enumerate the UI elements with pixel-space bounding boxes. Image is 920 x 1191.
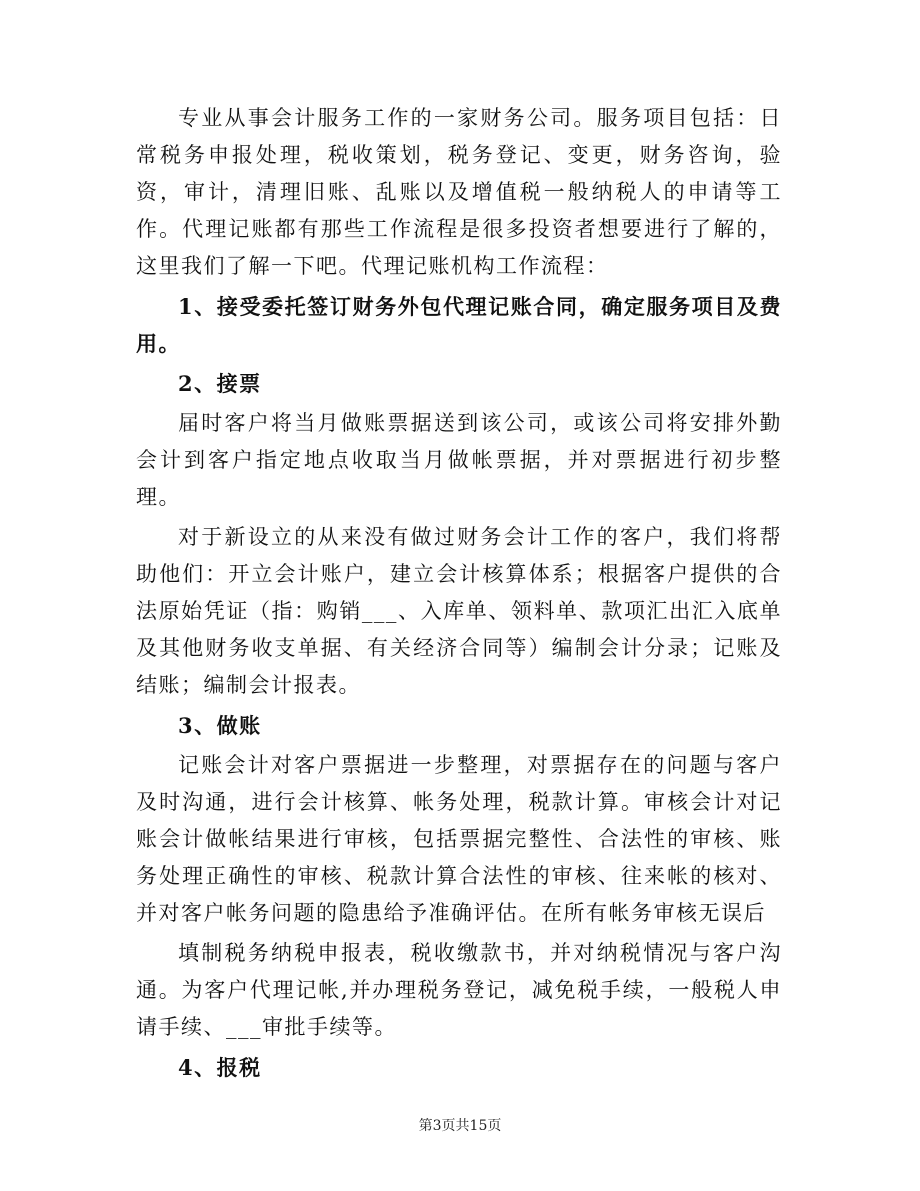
- intro-paragraph: 专业从事会计服务工作的一家财务公司。服务项目包括：日常税务申报处理，税收策划，税务登记、变更，财务咨询，验资，审计，清理旧账、乱账以及增值税一般纳税人的申请等工作。代理记账都有那些工作流程是很多投资者想要进行了解的，这里我们了解一下吧。代理记账机构工作流程：: [136, 106, 782, 278]
- step-3-paragraph-tax-forms: 填制税务纳税申报表，税收缴款书，并对纳税情况与客户沟通。为客户代理记帐,并办理税务登记，减免税手续，一般税人申请手续、___审批手续等。: [136, 941, 782, 1039]
- step-3-heading: 3、做账: [178, 713, 262, 738]
- step-2-paragraph-receive: 届时客户将当月做账票据送到该公司，或该公司将安排外勤会计到客户指定地点收取当月做帐票据，并对票据进行初步整理。: [136, 411, 782, 509]
- document-body: [136, 100, 782, 1089]
- page-number: 第3页共15页: [418, 1118, 502, 1134]
- step-2-paragraph-new-clients: 对于新设立的从来没有做过财务会计工作的客户，我们将帮助他们：开立会计账户，建立会计核算体系；根据客户提供的合法原始凭证（指：购销___、入库单、领料单、款项汇出汇入底单及其他财务收支单据、有关经济合同等）编制会计分录；记账及结账；编制会计报表。: [136, 525, 782, 697]
- step-2-heading: 2、接票: [178, 371, 262, 396]
- step-4-heading: 4、报税: [178, 1055, 262, 1080]
- step-3-paragraph-bookkeeping: 记账会计对客户票据进一步整理，对票据存在的问题与客户及时沟通，进行会计核算、帐务处理，税款计算。审核会计对记账会计做帐结果进行审核，包括票据完整性、合法性的审核、账务处理正确性的审核、税款计算合法性的审核、往来帐的核对、并对客户帐务问题的隐患给予准确评估。在所有帐务审核无误后: [136, 753, 782, 925]
- step-1-heading: 1、接受委托签订财务外包代理记账合同，确定服务项目及费用。: [136, 294, 782, 356]
